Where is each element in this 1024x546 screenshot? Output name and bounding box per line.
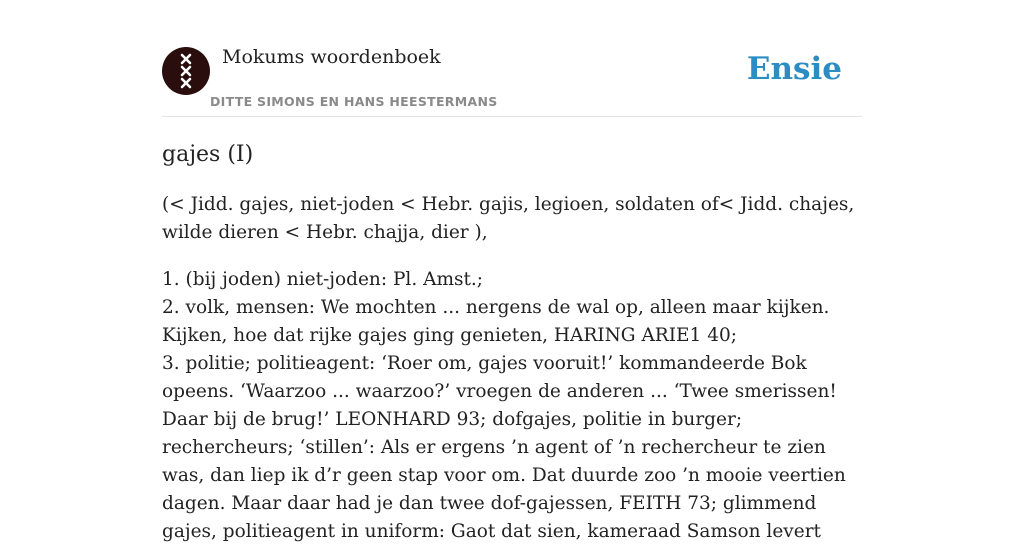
cross-icon [180, 54, 192, 64]
amsterdam-crosses-icon[interactable] [162, 47, 210, 95]
ensie-logo-link[interactable]: Ensie [746, 51, 842, 87]
entry-etymology: (< Jidd. gajes, niet-joden < Hebr. gajis, legioen, soldaten of< Jidd. chajes, wilde dieren < Hebr. chajja, dier ), [162, 194, 855, 243]
cross-icon [180, 66, 192, 76]
definition-item: 2. volk, mensen: We mochten ... nergens de wal op, alleen maar kijken. Kijken, hoe dat rijke gajes ging genieten, HARING ARIE1 40; [162, 297, 830, 346]
entry-headword: gajes (I) [162, 142, 254, 167]
entry-definitions [162, 266, 866, 546]
header [162, 0, 862, 117]
book-authors: DITTE SIMONS EN HANS HEESTERMANS [210, 94, 498, 109]
book-title[interactable]: Mokums woordenboek [222, 46, 441, 68]
entry-content [162, 139, 866, 546]
definition-item: 1. (bij joden) niet-joden: Pl. Amst.; [162, 269, 484, 290]
cross-icon [180, 78, 192, 88]
definition-item: 3. politie; politieagent: ‘Roer om, gajes vooruit!’ kommandeerde Bok opeens. ‘Waarzoo ... waarzoo?’ vroegen de anderen ... ‘Twee smerissen! Daar bij de brug!’ LEONHARD 93; dofgajes, politie in burger; rechercheurs; ‘stillen’: Als er ergens ’n agent of ’n rechercheur te zien was, dan liep ik d’r geen stap voor om. Dat duurde zoo ’n mooie veertien dagen. Maar daar had je dan twee dof-gajessen, FEITH 73; glimmend gajes, politieagent in uniform: Gaot dat sien, kameraad Samson levert [162, 353, 846, 542]
